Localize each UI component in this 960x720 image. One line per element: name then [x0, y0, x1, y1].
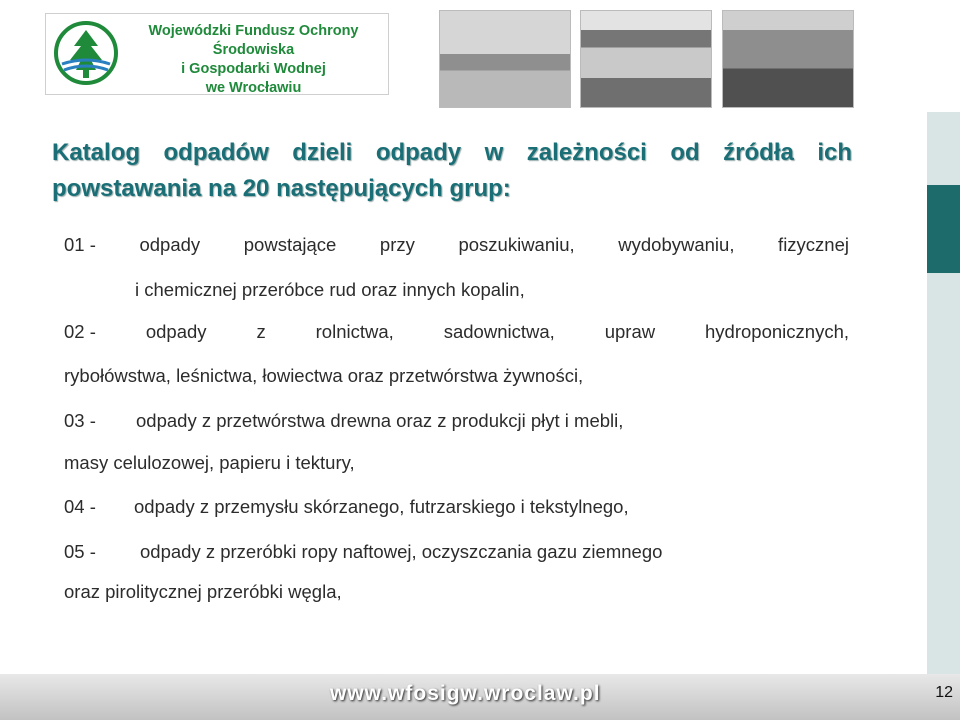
- group-text: odpady z rolnictwa, sadownictwa, upraw hydroponicznych,: [145, 321, 849, 342]
- group-02-line-1: [64, 321, 849, 343]
- group-code: 05 -: [64, 541, 96, 562]
- title-line-1: Katalog odpadów dzieli odpady w zależności od źródła ich: [52, 139, 852, 166]
- group-text: odpady z przeróbki ropy naftowej, oczyszczania gazu ziemnego: [140, 541, 663, 562]
- group-text: odpady z przemysłu skórzanego, futrzarskiego i tekstylnego,: [134, 496, 629, 517]
- group-04-line-1: [64, 496, 849, 518]
- tree-logo-icon: [54, 20, 118, 86]
- group-03-line-1: [64, 410, 849, 432]
- group-code: 03 -: [64, 410, 96, 431]
- group-code: 02 -: [64, 321, 96, 342]
- group-code: 01 -: [64, 234, 96, 255]
- landscape-photo-pond: [722, 10, 854, 108]
- group-text: odpady z przetwórstwa drewna oraz z produkcji płyt i mebli,: [136, 410, 624, 431]
- group-code: 04 -: [64, 496, 96, 517]
- logo-text: [126, 22, 381, 98]
- group-03-line-2: masy celulozowej, papieru i tektury,: [64, 452, 355, 473]
- slide-title: [52, 135, 852, 207]
- group-05-line-2: oraz pirolitycznej przeróbki węgla,: [64, 581, 342, 602]
- landscape-photo-river: [580, 10, 712, 108]
- logo-line-2: i Gospodarki Wodnej: [181, 61, 326, 77]
- landscape-photo-lake: [439, 10, 571, 108]
- group-01-line-2: i chemicznej przeróbce rud oraz innych kopalin,: [135, 279, 525, 300]
- page-number: 12: [935, 684, 953, 701]
- footer-url-link[interactable]: www.wfosigw.wroclaw.pl: [330, 682, 601, 705]
- logo-line-1: Wojewódzki Fundusz Ochrony Środowiska: [148, 23, 359, 58]
- group-02-line-2: rybołówstwa, leśnictwa, łowiectwa oraz przetwórstwa żywności,: [64, 365, 584, 386]
- group-05-line-1: [64, 541, 849, 563]
- group-text: odpady powstające przy poszukiwaniu, wydobywaniu, fizycznej: [139, 234, 849, 255]
- title-line-2: powstawania na 20 następujących grup:: [52, 175, 511, 202]
- logo-line-3: we Wrocławiu: [205, 80, 302, 96]
- wfosigw-logo[interactable]: [45, 13, 389, 95]
- header: [0, 0, 960, 112]
- side-accent-block: [927, 185, 960, 273]
- group-01-line-1: [64, 234, 849, 256]
